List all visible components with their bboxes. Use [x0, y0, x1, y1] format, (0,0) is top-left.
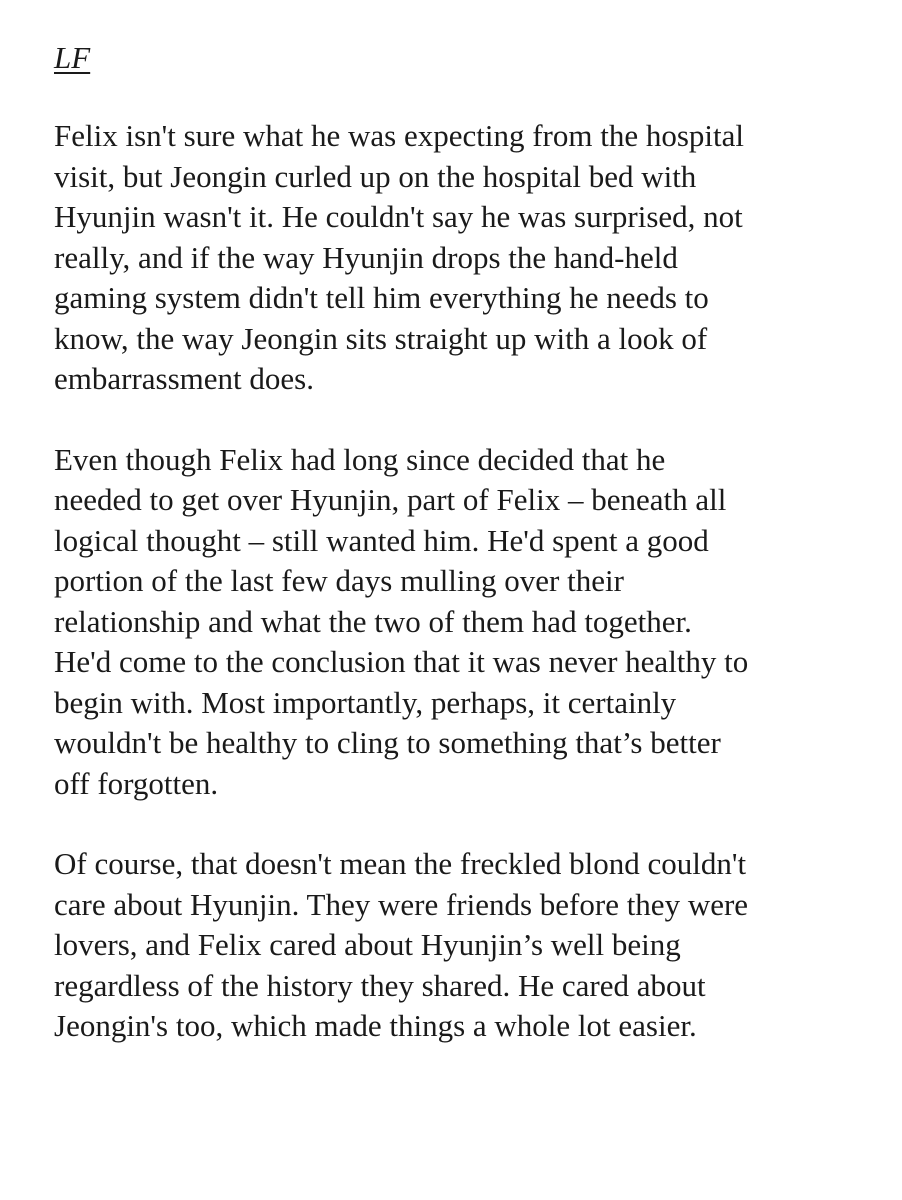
- section-heading: LF: [54, 40, 91, 75]
- paragraph-3: Of course, that doesn't mean the freckled blond couldn't care about Hyunjin. They were friends before they were lovers, and Felix cared about Hyunjin’s well being regardless of the history they shared. He cared about Jeongin's too, which made things a whole lot easier.: [54, 846, 749, 1043]
- paragraph-1: Felix isn't sure what he was expecting from the hospital visit, but Jeongin curled up on the hospital bed with Hyunjin wasn't it. He couldn't say he was surprised, not really, and if the way Hyunjin drops the hand-held gaming system didn't tell him everything he needs to know, the way Jeongin sits straight up with a look of embarrassment does.: [54, 118, 745, 396]
- document-page: [54, 40, 874, 1087]
- paragraph-2: Even though Felix had long since decided that he needed to get over Hyunjin, part of Felix – beneath all logical thought – still wanted him. He'd spent a good portion of the last few days mulling over their relationship and what the two of them had together. He'd come to the conclusion that it was never healthy to begin with. Most importantly, perhaps, it certainly wouldn't be healthy to cling to something that’s better off forgotten.: [54, 441, 749, 801]
